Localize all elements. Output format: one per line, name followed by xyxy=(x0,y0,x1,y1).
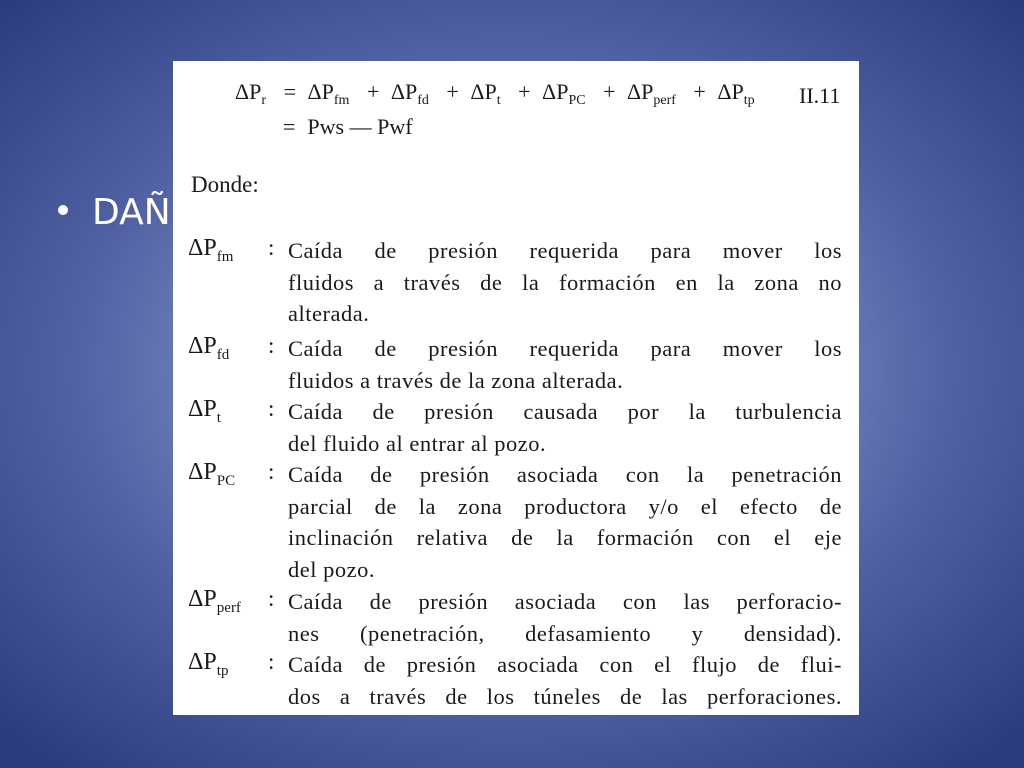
equation-term: $\Delta P_{perf}$ xyxy=(626,79,676,108)
definition-symbol: $\Delta P_{PC}$ xyxy=(188,459,236,489)
definition-text: Caída de presión asociada con las perforacio- nes (penetración, defasamiento y densidad). xyxy=(288,589,842,646)
definition-symbol: $\Delta P_{fd}$ xyxy=(188,333,230,363)
equation-lhs: $\Delta P_r$ xyxy=(235,79,267,108)
definition-text: Caída de presión asociada con el flujo de flui- dos a través de los túneles de las perforaciones. xyxy=(288,652,842,709)
definition-colon: : xyxy=(268,459,275,484)
equation-rhs: Pws — Pwf xyxy=(307,114,413,139)
definition-symbol: $\Delta P_t$ xyxy=(188,396,221,426)
definition-symbol: $\Delta P_{fm}$ xyxy=(188,235,234,265)
definition-symbol: $\Delta P_{tp}$ xyxy=(188,649,229,679)
definition-text: Caída de presión requerida para mover los fluidos a través de la formación en la zona no alterada. xyxy=(288,238,842,326)
equation-term: $\Delta P_{fm}$ xyxy=(307,79,350,108)
equation-term: $\Delta P_{tp}$ xyxy=(717,79,755,108)
definition-colon: : xyxy=(268,586,275,611)
bullet-text: DAÑ xyxy=(92,192,171,233)
definition-colon: : xyxy=(268,649,275,674)
bullet-item xyxy=(58,188,171,238)
equation-plus: + xyxy=(693,79,706,104)
definition-text: Caída de presión asociada con la penetración parcial de la zona productora y/o el efecto de inclinación relativa de la formación con el eje del pozo. xyxy=(288,462,842,582)
equation-plus: + xyxy=(518,79,531,104)
scanned-page-image xyxy=(173,61,859,715)
equation-term: $\Delta P_{PC}$ xyxy=(542,79,586,108)
definition-text: Caída de presión causada por la turbulencia del fluido al entrar al pozo. xyxy=(288,399,842,456)
equation-equals: = xyxy=(283,114,296,139)
equation-plus: + xyxy=(603,79,616,104)
equation-line-2 xyxy=(283,114,413,140)
equation-plus: + xyxy=(366,79,380,104)
equation-number: II.11 xyxy=(799,83,841,108)
equation-plus: + xyxy=(446,79,459,104)
definition-colon: : xyxy=(268,396,275,421)
equation-term: $\Delta P_t$ xyxy=(470,79,501,108)
donde-heading: Donde: xyxy=(191,172,259,197)
bullet-dot-icon xyxy=(58,205,68,215)
equation-equals: = xyxy=(283,79,296,104)
definition-text: Caída de presión requerida para mover los fluidos a través de la zona alterada. xyxy=(288,336,842,393)
definition-symbol: $\Delta P_{perf}$ xyxy=(188,586,241,616)
equation-line-1 xyxy=(235,79,761,109)
equation-term: $\Delta P_{fd}$ xyxy=(390,79,429,108)
definition-colon: : xyxy=(268,333,275,358)
definition-colon: : xyxy=(268,235,275,260)
